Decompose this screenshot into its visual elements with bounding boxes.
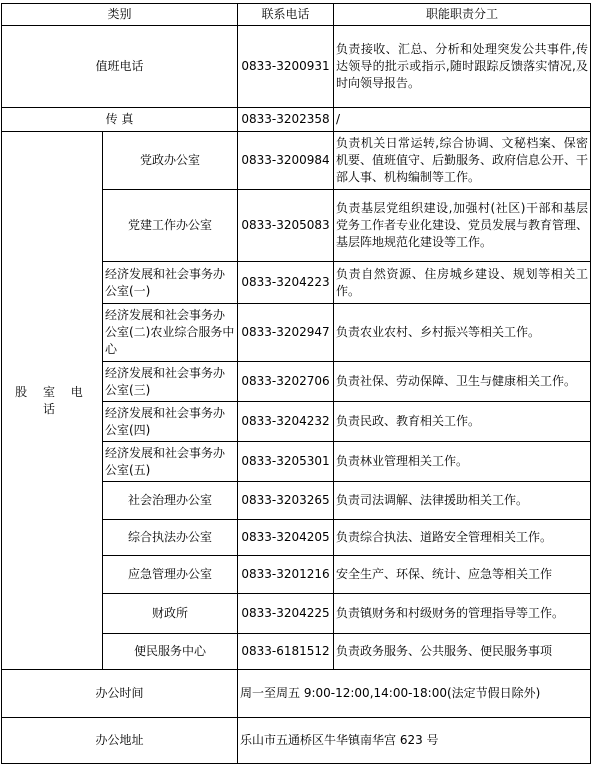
address-value: 乐山市五通桥区牛华镇南华宫 623 号 (238, 718, 591, 764)
header-row (2, 4, 591, 26)
office-phone: 0833-3202706 (238, 362, 334, 402)
fax-description: / (334, 108, 591, 132)
duty-line-label: 值班电话 (2, 26, 238, 108)
office-duty: 负责农业农村、乡村振兴等相关工作。 (334, 304, 591, 362)
office-phone: 0833-6181512 (238, 634, 334, 670)
office-name: 综合执法办公室 (103, 520, 238, 556)
duty-line-description: 负责接收、汇总、分析和处理突发公共事件,传达领导的批示或指示,随时跟踪反馈落实情况,及时向领导报告。 (334, 26, 591, 108)
office-phone: 0833-3205083 (238, 190, 334, 262)
header-duty: 职能职责分工 (334, 4, 591, 26)
office-duty: 负责综合执法、道路安全管理相关工作。 (334, 520, 591, 556)
office-group-label: 股 室 电 话 (2, 132, 103, 670)
office-phone: 0833-3202947 (238, 304, 334, 362)
office-duty: 负责机关日常运转,综合协调、文秘档案、保密机要、值班值守、后勤服务、政府信息公开、干部人事、机构编制等工作。 (334, 132, 591, 190)
office-name: 经济发展和社会事务办公室(一) (103, 262, 238, 304)
hours-label: 办公时间 (2, 670, 238, 718)
header-phone: 联系电话 (238, 4, 334, 26)
office-name: 经济发展和社会事务办公室(四) (103, 402, 238, 442)
contact-table (1, 3, 591, 764)
office-phone: 0833-3204223 (238, 262, 334, 304)
fax-phone: 0833-3202358 (238, 108, 334, 132)
office-duty: 负责镇财务和村级财务的管理指导等工作。 (334, 594, 591, 634)
duty-line-phone: 0833-3200931 (238, 26, 334, 108)
office-duty: 负责民政、教育相关工作。 (334, 402, 591, 442)
office-phone: 0833-3204232 (238, 402, 334, 442)
office-name: 社会治理办公室 (103, 482, 238, 520)
office-phone: 0833-3200984 (238, 132, 334, 190)
office-duty: 负责基层党组织建设,加强村(社区)干部和基层党务工作者专业化建设、党员发展与教育管理、基层阵地规范化建设等工作。 (334, 190, 591, 262)
office-phone: 0833-3204205 (238, 520, 334, 556)
office-duty: 负责政务服务、公共服务、便民服务事项 (334, 634, 591, 670)
office-name: 应急管理办公室 (103, 556, 238, 594)
office-name: 经济发展和社会事务办公室(二)农业综合服务中心 (103, 304, 238, 362)
office-name: 党建工作办公室 (103, 190, 238, 262)
office-duty: 安全生产、环保、统计、应急等相关工作 (334, 556, 591, 594)
address-row (2, 718, 591, 764)
office-duty: 负责林业管理相关工作。 (334, 442, 591, 482)
hours-row (2, 670, 591, 718)
office-duty: 负责社保、劳动保障、卫生与健康相关工作。 (334, 362, 591, 402)
office-duty: 负责司法调解、法律援助相关工作。 (334, 482, 591, 520)
office-phone: 0833-3204225 (238, 594, 334, 634)
address-label: 办公地址 (2, 718, 238, 764)
office-duty: 负责自然资源、住房城乡建设、规划等相关工作。 (334, 262, 591, 304)
office-name: 党政办公室 (103, 132, 238, 190)
office-phone: 0833-3205301 (238, 442, 334, 482)
header-category: 类别 (2, 4, 238, 26)
office-phone: 0833-3201216 (238, 556, 334, 594)
fax-label: 传 真 (2, 108, 238, 132)
office-name: 便民服务中心 (103, 634, 238, 670)
office-name: 经济发展和社会事务办公室(三) (103, 362, 238, 402)
duty-line-row (2, 26, 591, 108)
office-name: 经济发展和社会事务办公室(五) (103, 442, 238, 482)
office-name: 财政所 (103, 594, 238, 634)
fax-row (2, 108, 591, 132)
office-phone: 0833-3203265 (238, 482, 334, 520)
office-row (2, 132, 591, 190)
hours-value: 周一至周五 9:00-12:00,14:00-18:00(法定节假日除外) (238, 670, 591, 718)
